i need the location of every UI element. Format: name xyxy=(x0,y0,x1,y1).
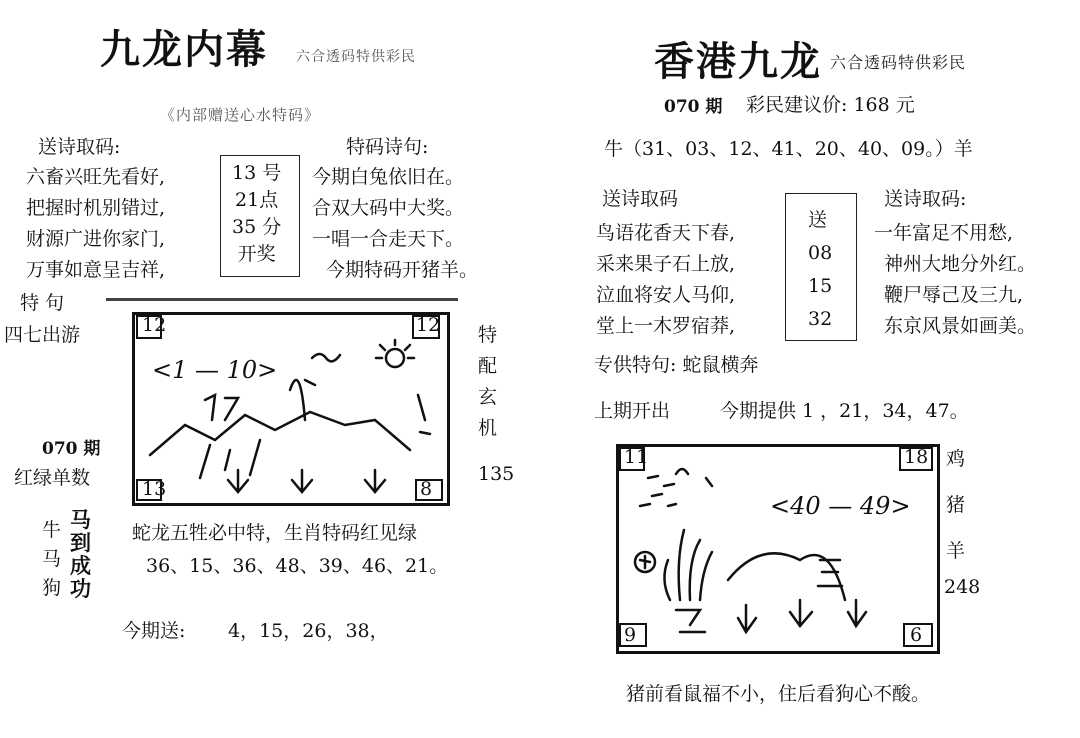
right-side-vertical xyxy=(946,436,965,574)
side-char: 鸡 xyxy=(946,448,966,470)
left-frame-corner-tr: 12 xyxy=(416,314,441,336)
poem-line: 鸟语花香天下春, xyxy=(596,222,736,244)
animal-char: 牛 xyxy=(42,519,62,541)
poem-line: 万事如意呈吉祥, xyxy=(26,259,166,281)
poem-line: 采来果子石上放, xyxy=(596,253,736,275)
poem-line: 东京风景如画美。 xyxy=(884,315,1037,337)
time-line: 开奖 xyxy=(237,243,276,265)
left-special-text: 四七出游 xyxy=(4,324,81,346)
right-subtitle: 六合透码特供彩民 xyxy=(830,53,967,72)
time-line: 35 分 xyxy=(232,216,282,238)
right-issue: 070 期 xyxy=(664,97,723,117)
left-red-green: 红绿单数 xyxy=(14,467,91,489)
poem-line: 鞭尸辱己及三九, xyxy=(884,284,1024,306)
left-today-numbers: 4，15，26，38， xyxy=(228,620,389,642)
left-title: 九龙内幕 xyxy=(100,26,268,73)
slogan-char: 成 xyxy=(70,553,91,578)
right-last-issue: 上期开出 xyxy=(594,400,671,422)
left-frame-corner-br: 8 xyxy=(420,478,433,500)
left-issue: 070 期 xyxy=(42,439,101,459)
poem-line: 财源广进你家门, xyxy=(26,228,166,250)
left-side-number: 135 xyxy=(478,463,515,485)
time-line: 21点 xyxy=(235,189,279,211)
left-line1: 蛇龙五牲必中特，生肖特码红见绿 xyxy=(132,522,418,544)
right-frame-sketch-text: <40 — 49> xyxy=(770,492,911,520)
left-today-label: 今期送: xyxy=(122,620,186,642)
poem-line: 泣血将安人马仰, xyxy=(596,284,736,306)
right-side-number: 248 xyxy=(944,576,981,598)
left-frame-corner-tl: 12 xyxy=(142,314,167,336)
right-frame-corner-tr: 18 xyxy=(904,446,929,468)
poem-line: 六畜兴旺先看好, xyxy=(26,166,166,188)
poem-line: 一唱一合走天下。 xyxy=(312,228,465,250)
slogan-char: 马 xyxy=(70,507,91,532)
right-today-offer: 今期提供 1 ，21，34，47。 xyxy=(720,400,969,422)
left-line2: 36、15、36、48、39、46、21。 xyxy=(146,555,449,577)
time-line: 13 号 xyxy=(232,162,282,184)
left-poem-right-title: 特码诗句: xyxy=(346,136,429,158)
right-title: 香港九龙 xyxy=(654,38,822,85)
slogan-char: 功 xyxy=(70,576,91,601)
left-inner-note: 《内部赠送心水特码》 xyxy=(160,106,321,124)
side-char: 猪 xyxy=(946,494,966,516)
side-char: 玄 xyxy=(478,386,498,408)
send-line: 送 xyxy=(808,209,828,231)
right-poem-right-title: 送诗取码: xyxy=(884,188,967,210)
right-special: 专供特句: 蛇鼠横奔 xyxy=(594,354,759,376)
poem-line: 把握时机别错过, xyxy=(26,197,166,219)
right-frame-corner-bl: 9 xyxy=(624,624,637,646)
side-char: 特 xyxy=(478,324,498,346)
send-line: 08 xyxy=(808,242,833,264)
send-line: 15 xyxy=(808,275,833,297)
right-bottom-line: 猪前看鼠福不小，住后看狗心不酸。 xyxy=(626,683,931,705)
left-subtitle: 六合透码特供彩民 xyxy=(296,49,416,65)
left-poem-left-title: 送诗取码: xyxy=(38,136,121,158)
side-char: 羊 xyxy=(946,540,966,562)
left-frame-corner-bl: 13 xyxy=(142,478,167,500)
poem-line: 堂上一木罗宿莽, xyxy=(596,315,736,337)
left-special-label: 特 句 xyxy=(20,292,65,314)
poem-line: 今期白兔依旧在。 xyxy=(312,166,465,188)
right-price: 彩民建议价: 168 元 xyxy=(746,94,915,116)
poem-line: 一年富足不用愁, xyxy=(874,222,1014,244)
right-frame-corner-br: 6 xyxy=(910,624,923,646)
side-char: 配 xyxy=(478,355,498,377)
right-poem-left-title: 送诗取码 xyxy=(602,188,679,210)
right-frame-corner-tl: 11 xyxy=(624,446,649,468)
poem-line: 神州大地分外红。 xyxy=(884,253,1037,275)
animal-char: 狗 xyxy=(42,577,62,599)
send-line: 32 xyxy=(808,308,833,330)
left-frame-sketch-text: <1 — 10> xyxy=(152,356,278,384)
side-char: 机 xyxy=(478,417,498,439)
poem-line: 合双大码中大奖。 xyxy=(312,197,465,219)
poem-line: 今期特码开猪羊。 xyxy=(326,259,479,281)
slogan-char: 到 xyxy=(70,530,91,555)
right-zodiac-line: 牛（31、03、12、41、20、40、09。）羊 xyxy=(604,138,973,160)
animal-char: 马 xyxy=(42,548,62,570)
